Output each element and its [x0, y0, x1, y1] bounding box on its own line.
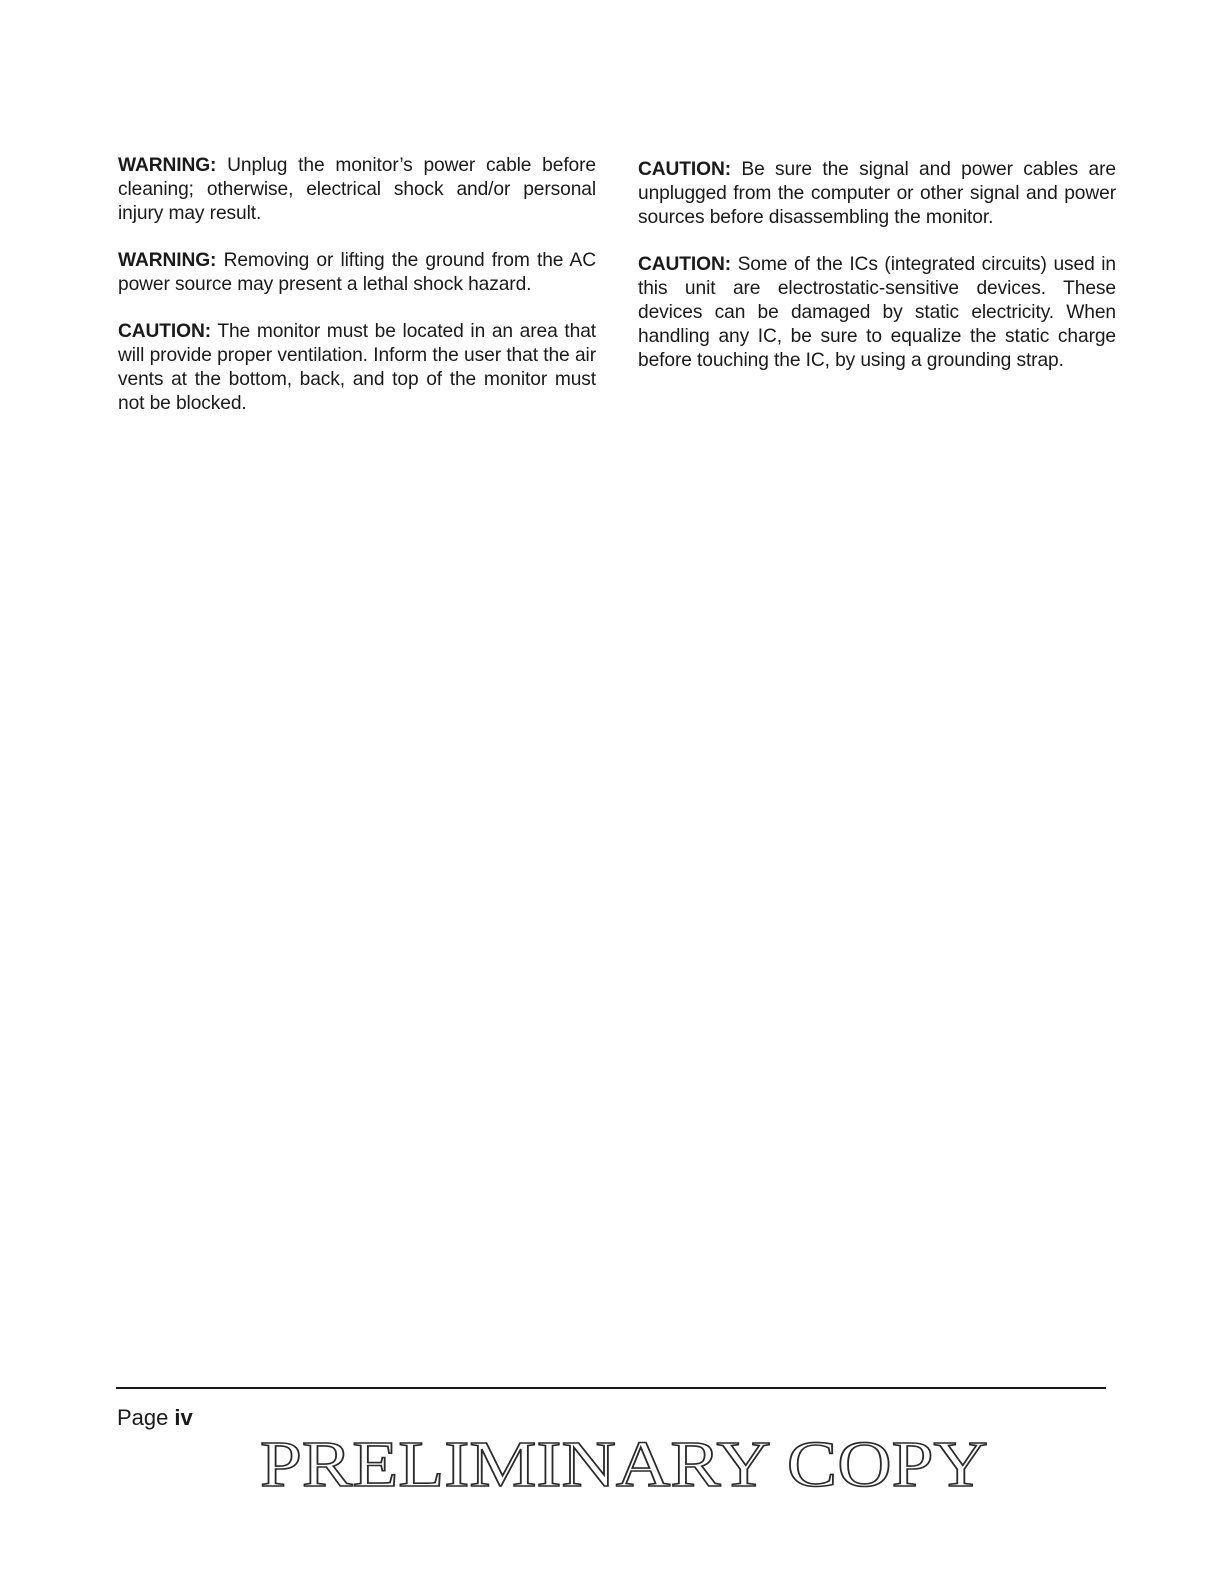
notice-label: CAUTION:	[118, 321, 211, 342]
preliminary-copy-stamp	[254, 1432, 994, 1494]
notice-text: The monitor must be located in an area that will provide proper ventilation. Inform the user that the air vents at the bottom, back, and top of the monitor must not be blocked.	[118, 321, 596, 414]
caution-cables-notice	[638, 158, 1116, 230]
right-column	[638, 158, 1116, 396]
caution-static-notice	[638, 253, 1116, 373]
warning-unplug-notice	[118, 154, 596, 226]
notice-text: Be sure the signal and power cables are unplugged from the computer or other signal and power sources before disassembling the monitor.	[638, 159, 1116, 228]
notice-label: CAUTION:	[638, 254, 731, 275]
left-column	[118, 154, 596, 439]
page-number-value: iv	[174, 1405, 193, 1430]
page-label: Page	[117, 1405, 169, 1430]
notice-label: CAUTION:	[638, 159, 731, 180]
notice-label: WARNING:	[118, 155, 217, 176]
stamp-text: PRELIMINARY COPY	[260, 1432, 988, 1494]
notice-text: Removing or lifting the ground from the AC power source may present a lethal shock hazard.	[118, 250, 596, 295]
page-number	[117, 1404, 193, 1432]
notice-label: WARNING:	[118, 250, 217, 271]
caution-ventilation-notice	[118, 320, 596, 416]
warning-ground-notice	[118, 249, 596, 297]
notice-text: Unplug the monitor’s power cable before cleaning; otherwise, electrical shock and/or personal injury may result.	[118, 155, 596, 224]
footer-divider	[116, 1387, 1106, 1389]
notice-text: Some of the ICs (integrated circuits) used in this unit are electrostatic-sensitive devices. These devices can be damaged by static electricity. When handling any IC, be sure to equalize the static charge before touching the IC, by using a grounding strap.	[638, 254, 1116, 371]
